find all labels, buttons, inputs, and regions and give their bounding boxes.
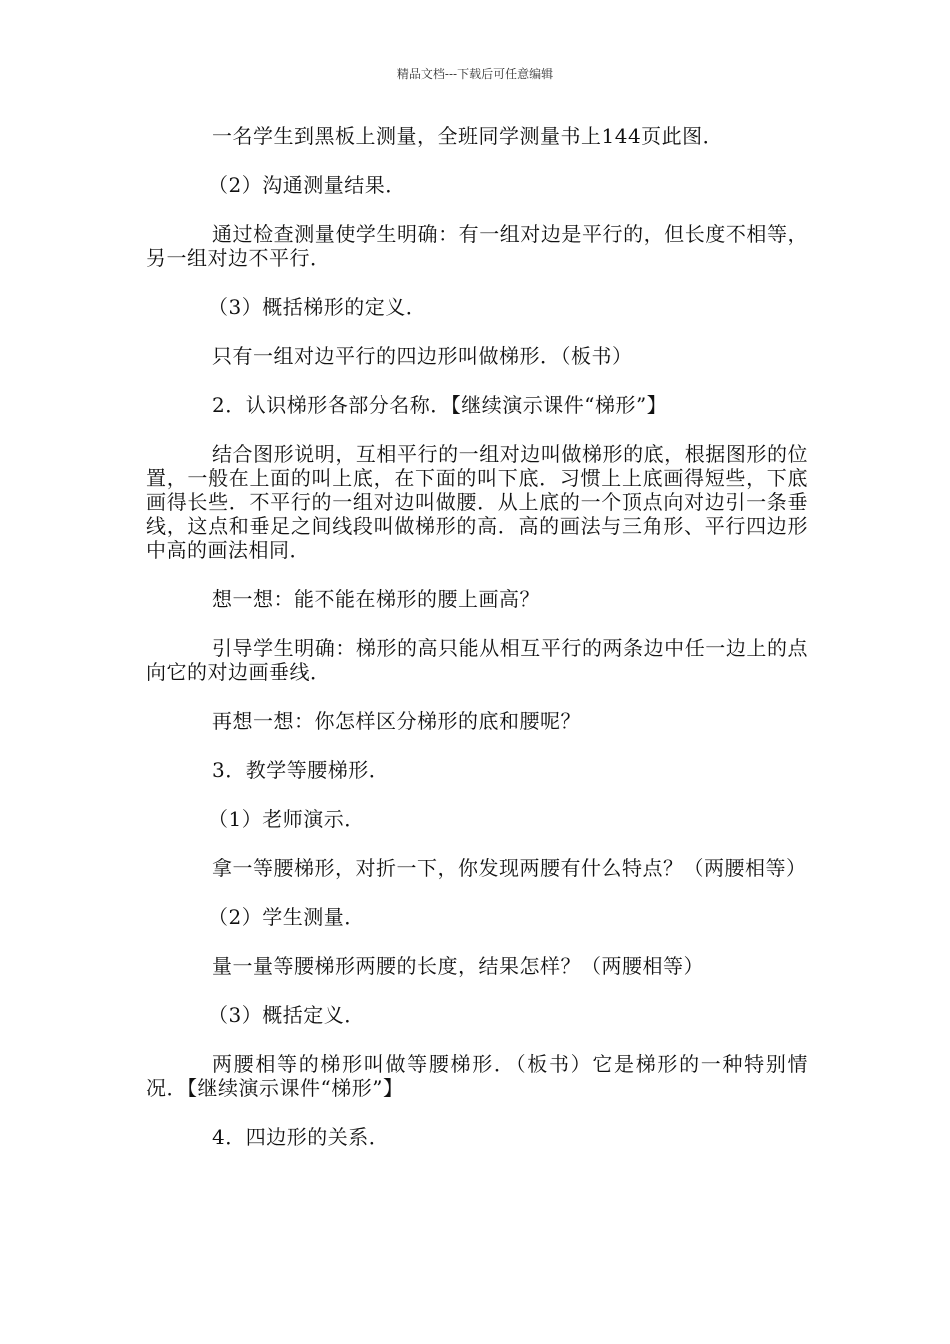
paragraph-17: 两腰相等的梯形叫做等腰梯形．（板书）它是梯形的一种特别情况．【继续演示课件“梯形”】 [146, 1052, 808, 1100]
paragraph-16: （3）概括定义． [208, 1003, 365, 1027]
paragraph-10: 再想一想：你怎样区分梯形的底和腰呢？ [212, 709, 581, 733]
paragraph-8: 想一想：能不能在梯形的腰上画高？ [212, 587, 540, 611]
paragraph-14: （2）学生测量． [208, 905, 365, 929]
body-text [146, 124, 808, 1174]
paragraph-13: 拿一等腰梯形，对折一下，你发现两腰有什么特点？（两腰相等） [212, 856, 807, 880]
paragraph-11: 3．教学等腰梯形． [212, 758, 390, 782]
paragraph-7: 结合图形说明，互相平行的一组对边叫做梯形的底，根据图形的位置，一般在上面的叫上底，在下面的叫下底．习惯上上底画得短些，下底画得长些．不平行的一组对边叫做腰．从上底的一个顶点向对边引一条垂线，这点和垂足之间线段叫做梯形的高．高的画法与三角形、平行四边形中高的画法相同． [146, 442, 808, 562]
paragraph-1: 一名学生到黑板上测量，全班同学测量书上144页此图． [212, 124, 724, 148]
paragraph-6: 2．认识梯形各部分名称．【继续演示课件“梯形”】 [212, 393, 668, 417]
paragraph-5: 只有一组对边平行的四边形叫做梯形．（板书） [212, 344, 633, 368]
paragraph-12: （1）老师演示． [208, 807, 365, 831]
paragraph-9: 引导学生明确：梯形的高只能从相互平行的两条边中任一边上的点向它的对边画垂线． [146, 636, 808, 684]
paragraph-3: 通过检查测量使学生明确：有一组对边是平行的，但长度不相等，另一组对边不平行． [146, 222, 808, 270]
paragraph-18: 4．四边形的关系． [212, 1125, 390, 1149]
running-header: 精品文档---下载后可任意编辑 [396, 67, 554, 81]
paragraph-2: （2）沟通测量结果． [208, 173, 406, 197]
paragraph-4: （3）概括梯形的定义． [208, 295, 427, 319]
paragraph-15: 量一量等腰梯形两腰的长度，结果怎样？（两腰相等） [212, 954, 704, 978]
